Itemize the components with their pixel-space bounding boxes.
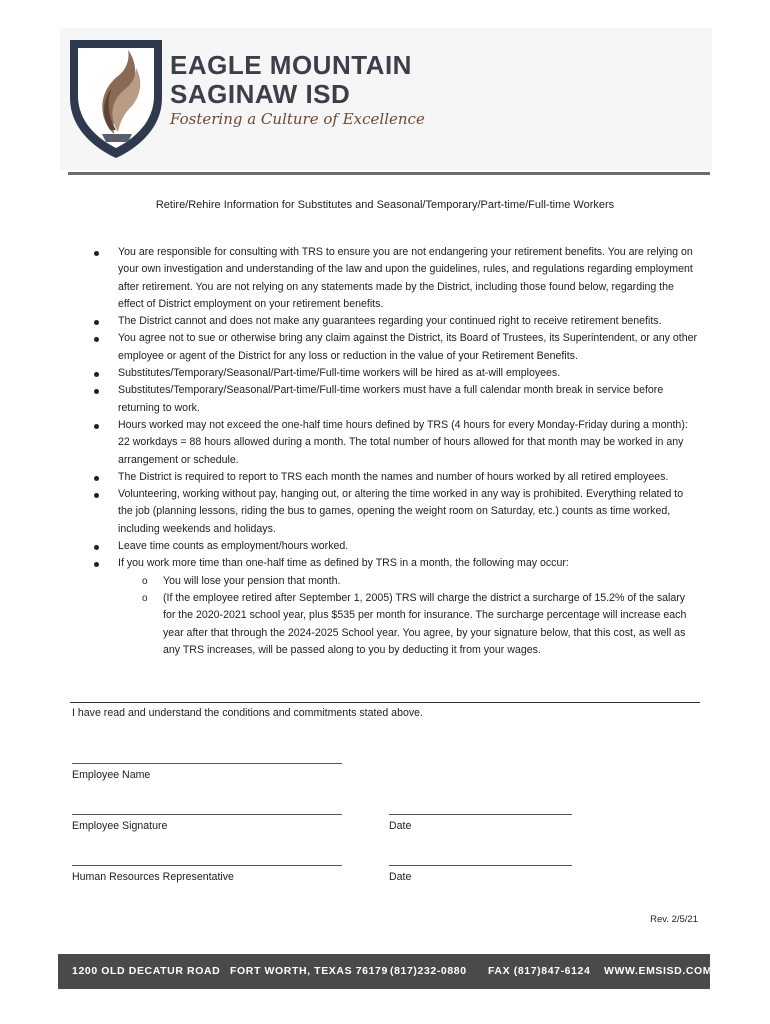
hr-date-label: Date [389, 871, 412, 883]
bullet-icon [94, 389, 99, 394]
list-item [88, 382, 700, 417]
bullet-icon [94, 251, 99, 256]
list-item [88, 417, 700, 469]
list-item [88, 469, 700, 486]
list-item [88, 538, 700, 555]
conditions-list [88, 244, 700, 659]
employee-name-label: Employee Name [72, 769, 151, 781]
consequences-list [118, 573, 700, 659]
footer-phone: (817)232-0880 [390, 965, 467, 977]
footer-address: 1200 OLD DECATUR ROAD [72, 965, 221, 977]
list-item [88, 486, 700, 538]
list-item [88, 244, 700, 313]
document-title: Retire/Rehire Information for Substitutes and Seasonal/Temporary/Part-time/Full-time Workers [155, 199, 615, 211]
crest-logo-icon [66, 36, 166, 160]
bullet-icon [94, 424, 99, 429]
sub-list-item [118, 573, 700, 590]
sub-bullet-marker: o [142, 592, 148, 604]
sub-bullet-marker: o [142, 575, 148, 587]
bullet-icon [94, 562, 99, 567]
employee-signature-line[interactable] [72, 814, 342, 815]
org-name-line1: EAGLE MOUNTAIN [170, 50, 412, 80]
list-item-text: Substitutes/Temporary/Seasonal/Part-time/Full-time workers must have a full calendar month break in service before returning to work. [118, 384, 664, 414]
list-item-text: Hours worked may not exceed the one-half time hours defined by TRS (4 hours for every Monday-Friday during a month): 22 workdays = 88 hours allowed during a month. The total number of hours allowed for that month may be worked in any arrangement or schedule. [118, 418, 688, 466]
hr-signature-line[interactable] [72, 865, 342, 866]
bullet-icon [94, 372, 99, 377]
sub-list-item-text: You will lose your pension that month. [163, 574, 341, 587]
revision-date: Rev. 2/5/21 [650, 914, 698, 925]
list-item-text: Volunteering, working without pay, hanging out, or altering the time worked in any way is prohibited. Everything related to the job (planning lessons, riding the bus to games, opening the weight room on Saturday, etc.) counts as time worked, including weekends and holidays. [118, 488, 684, 535]
footer-bar [58, 954, 713, 989]
list-item-text: Leave time counts as employment/hours worked. [118, 540, 349, 553]
list-item-text: Substitutes/Temporary/Seasonal/Part-time/Full-time workers will be hired as at-will employees. [118, 367, 561, 380]
employee-name-line[interactable] [72, 763, 342, 764]
bullet-icon [94, 320, 99, 325]
employee-date-line[interactable] [389, 814, 572, 815]
bullet-icon [94, 476, 99, 481]
footer-city: FORT WORTH, TEXAS 76179 [230, 965, 388, 977]
list-item-text: The District is required to report to TRS each month the names and number of hours worked by all retired employees. [118, 470, 669, 483]
sub-list-item [118, 590, 700, 659]
footer-website[interactable]: WWW.EMSISD.COM [604, 965, 713, 977]
bullet-icon [94, 545, 99, 550]
list-item [88, 365, 700, 382]
hr-representative-label: Human Resources Representative [72, 871, 234, 883]
employee-signature-label: Employee Signature [72, 820, 168, 832]
footer-fax: FAX (817)847-6124 [488, 965, 591, 977]
list-item-text: You are responsible for consulting with TRS to ensure you are not endangering your retirement benefits. You are relying on your own investigation and understanding of the law and upon the guidelines, rules, and regulations regarding employment after retirement. You are not relying on any statements made by the District, including those found below, regarding the effect of District employment on your retirement benefits. [118, 246, 693, 310]
list-item-text: If you work more time than one-half time as defined by TRS in a month, the following may occur: [118, 557, 569, 570]
hr-date-line[interactable] [389, 865, 572, 866]
list-item [88, 330, 700, 365]
list-item [88, 313, 700, 330]
sub-list-item-text: (If the employee retired after September 1, 2005) TRS will charge the district a surcharge of 15.2% of the salary for the 2020-2021 school year, plus $535 per month for insurance. The surcharge percentage will increase each year after that through the 2024-2025 School year. You agree, by your signature below, that this cost, as well as any TRS increases, will be passed along to you by deducting it from your wages. [163, 591, 687, 656]
section-divider [70, 702, 700, 703]
acknowledgement-text: I have read and understand the conditions and commitments stated above. [72, 707, 423, 719]
org-name-line2: SAGINAW ISD [170, 79, 351, 109]
bullet-icon [94, 493, 99, 498]
list-item [88, 555, 700, 659]
bullet-icon [94, 337, 99, 342]
employee-date-label: Date [389, 820, 412, 832]
list-item-text: You agree not to sue or otherwise bring any claim against the District, its Board of Trustees, its Superintendent, or any other employee or agent of the District for any loss or reduction in the value of your Retirement Benefits. [118, 332, 698, 362]
list-item-text: The District cannot and does not make any guarantees regarding your continued right to receive retirement benefits. [118, 315, 662, 328]
header-divider [68, 172, 710, 175]
org-tagline: Fostering a Culture of Excellence [170, 110, 425, 128]
